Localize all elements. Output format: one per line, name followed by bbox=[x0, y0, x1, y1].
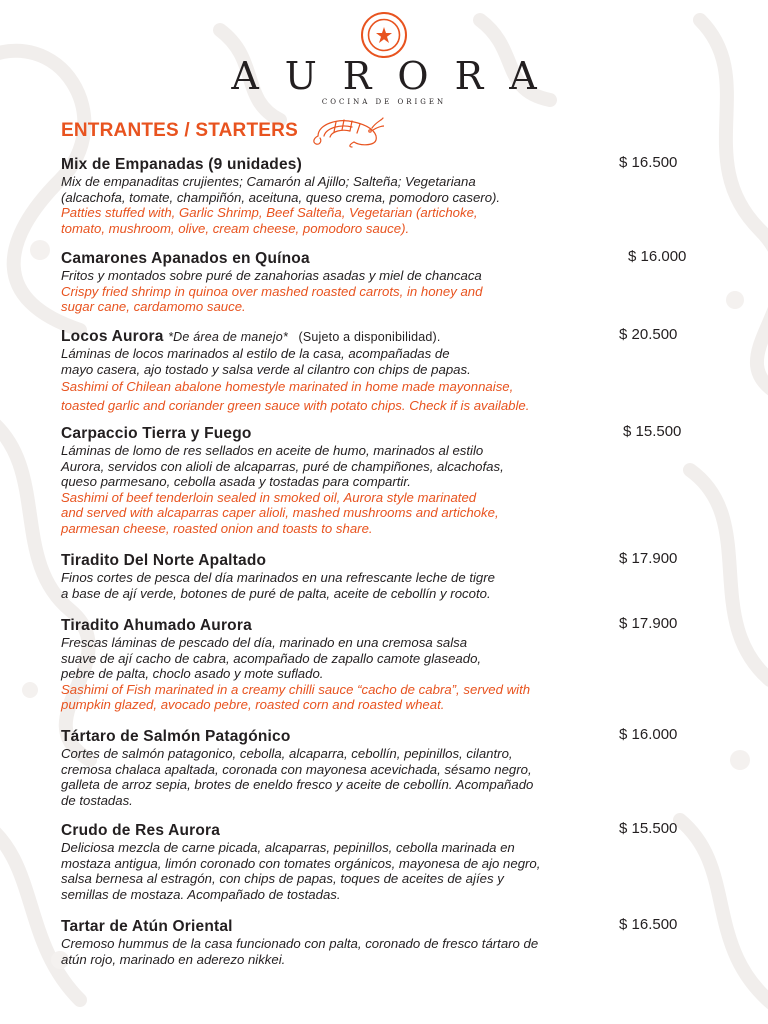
shrimp-icon bbox=[310, 114, 384, 148]
item-description-es: Deliciosa mezcla de carne picada, alcaparras, pepinillos, cebolla marinada en bbox=[61, 840, 515, 855]
item-description-es: Cortes de salmón patagonico, cebolla, alcaparra, cebollín, pepinillos, cilantro, bbox=[61, 746, 513, 761]
item-price: $ 16.000 bbox=[619, 726, 678, 743]
item-description-en: Crispy fried shrimp in quinoa over mashed roasted carrots, in honey and bbox=[61, 283, 483, 299]
item-description-en: Patties stuffed with, Garlic Shrimp, Beef Salteña, Vegetarian (artichoke, bbox=[61, 205, 478, 221]
item-description-es: Frescas láminas de pescado del día, marinado en una cremosa salsa bbox=[61, 635, 468, 650]
menu-item bbox=[61, 423, 711, 537]
item-description-es: Finos cortes de pesca del día marinados en una refrescante leche de tigre bbox=[61, 570, 495, 585]
item-price: $ 16.500 bbox=[619, 916, 678, 933]
menu-item bbox=[61, 916, 711, 967]
item-description-en: and served with alcaparras caper alioli, mashed mushrooms and artichoke, bbox=[61, 505, 499, 521]
menu-item bbox=[61, 326, 711, 415]
item-name: Crudo de Res Aurora bbox=[61, 822, 221, 839]
item-description-es: cremosa chalaca apaltada, coronada con mayonesa acevichada, sésamo negro, bbox=[61, 761, 532, 777]
item-description-es: salsa bernesa al estragón, con chips de papas, toques de aceites de ajíes y bbox=[61, 871, 504, 887]
item-description-es: mostaza antigua, limón coronado con tomates orgánicos, mayonesa de ajo negro, bbox=[61, 855, 541, 871]
item-note: *De área de manejo* bbox=[168, 330, 288, 344]
item-price: $ 15.500 bbox=[619, 820, 678, 837]
item-description-en: pumpkin glazed, avocado pebre, roasted corn and roasted wheat. bbox=[61, 697, 445, 713]
item-description-es: galleta de arroz sepia, brotes de eneldo fresco y aceite de cebollín. Acompañado bbox=[61, 777, 534, 793]
item-description-es: suave de ají cacho de cabra, acompañado de zapallo camote glaseado, bbox=[61, 650, 482, 666]
item-price: $ 15.500 bbox=[623, 423, 682, 440]
menu-item bbox=[61, 820, 711, 902]
item-description-es: Láminas de locos marinados al estilo de la casa, acompañadas de bbox=[61, 346, 450, 361]
menu-item bbox=[61, 248, 711, 315]
menu-item bbox=[61, 550, 711, 601]
item-description-es: semillas de mostaza. Acompañado de tostadas. bbox=[61, 886, 341, 902]
item-description-es: Fritos y montados sobre puré de zanahorias asadas y miel de chancaca bbox=[61, 268, 482, 283]
item-name: Tartar de Atún Oriental bbox=[61, 918, 233, 935]
item-name bbox=[61, 328, 441, 345]
item-description-en: Sashimi of Fish marinated in a creamy chilli sauce “cacho de cabra”, served with bbox=[61, 681, 531, 697]
item-description-es: Mix de empanaditas crujientes; Camarón al Ajillo; Salteña; Vegetariana bbox=[61, 174, 476, 189]
section-title: ENTRANTES / STARTERS bbox=[61, 120, 298, 141]
item-price: $ 17.900 bbox=[619, 615, 678, 632]
item-description-en: Sashimi of Chilean abalone homestyle marinated in home made mayonnaise, bbox=[61, 379, 514, 395]
item-description-en: sugar cane, cardamomo sauce. bbox=[61, 299, 246, 315]
item-description-es: a base de ají verde, botones de puré de palta, aceite de cebollín y rocoto. bbox=[61, 585, 491, 601]
item-price: $ 16.500 bbox=[619, 154, 678, 171]
item-description-en: tomato, mushroom, olive, cream cheese, pomodoro sauce). bbox=[61, 220, 410, 236]
item-name: Camarones Apanados en Quínoa bbox=[61, 250, 310, 267]
item-description-en: toasted garlic and coriander green sauce with potato chips. Check if is available. bbox=[61, 398, 530, 414]
item-description-es: Láminas de lomo de res sellados en aceite de humo, marinados al estilo bbox=[61, 443, 484, 458]
item-description-es: Aurora, servidos con alioli de alcaparras, puré de champiñones, alcachofas, bbox=[61, 458, 504, 474]
item-description-en: Sashimi of beef tenderloin sealed in smoked oil, Aurora style marinated bbox=[61, 489, 477, 505]
item-name-text: Locos Aurora bbox=[61, 328, 164, 345]
item-price: $ 20.500 bbox=[619, 326, 678, 343]
item-name: Tártaro de Salmón Patagónico bbox=[61, 728, 291, 745]
item-name: Carpaccio Tierra y Fuego bbox=[61, 425, 252, 442]
item-description-es: Cremoso hummus de la casa funcionado con palta, coronado de fresco tártaro de bbox=[61, 936, 539, 951]
item-description-en: parmesan cheese, roasted onion and toasts to share. bbox=[61, 520, 373, 536]
section-header bbox=[61, 114, 384, 148]
item-name: Tiradito Ahumado Aurora bbox=[61, 617, 252, 634]
item-name: Mix de Empanadas (9 unidades) bbox=[61, 156, 302, 173]
item-description-es: mayo casera, ajo tostado y salsa verde al cilantro con chips de papas. bbox=[61, 361, 471, 377]
item-name: Tiradito Del Norte Apaltado bbox=[61, 552, 267, 569]
item-price: $ 16.000 bbox=[628, 248, 687, 265]
item-price: $ 17.900 bbox=[619, 550, 678, 567]
item-availability-note: (Sujeto a disponibilidad). bbox=[298, 330, 441, 344]
menu-item bbox=[61, 726, 711, 808]
menu-item bbox=[61, 615, 711, 713]
brand-name: AURORA bbox=[231, 54, 563, 98]
brand-tagline: COCINA DE ORIGEN bbox=[321, 98, 447, 106]
item-description-es: de tostadas. bbox=[61, 792, 133, 808]
item-description-es: queso parmesano, cebolla asada y tostadas para compartir. bbox=[61, 474, 411, 490]
logo bbox=[0, 8, 768, 106]
item-description-es: pebre de palta, choclo asado y mote suflado. bbox=[61, 666, 324, 682]
item-description-es: (alcachofa, tomate, champiñón, aceituna, queso crema, pomodoro casero). bbox=[61, 189, 501, 205]
menu-item bbox=[61, 154, 711, 236]
item-description-es: atún rojo, marinado en aderezo nikkei. bbox=[61, 951, 286, 967]
